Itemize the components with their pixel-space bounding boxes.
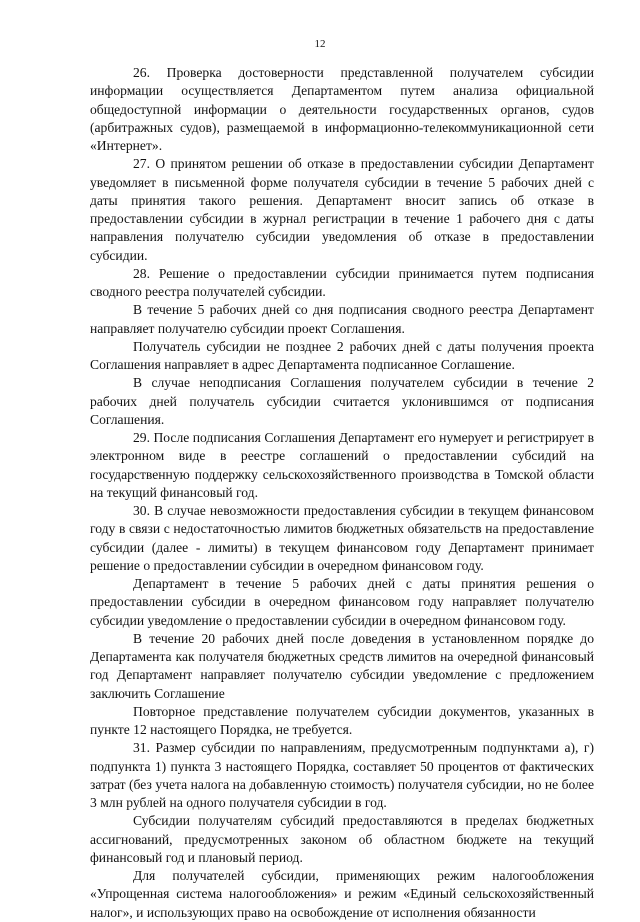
paragraph-28-draft-agreement: В течение 5 рабочих дней со дня подписания сводного реестра Департамент направляет получателю субсидии проект Соглашения. [90, 302, 594, 336]
paragraph-31-budget: Субсидии получателям субсидий предоставляются в пределах бюджетных ассигнований, предусмотренных законом об областном бюджете на текущий финансовый год и плановый период. [90, 813, 594, 865]
page-number: 12 [314, 38, 326, 50]
paragraph-29: 29. После подписания Соглашения Департамент его нумерует и регистрирует в электронном виде в реестре соглашений о предоставлении субсидий на государственную поддержку сельскохозяйственного производства в Томской области на текущий финансовый год. [90, 430, 594, 500]
paragraph-28: 28. Решение о предоставлении субсидии принимается путем подписания сводного реестра получателей субсидии. [90, 265, 594, 299]
paragraph-31: 31. Размер субсидии по направлениям, предусмотренным подпунктами а), г) подпункта 1) пункта 3 настоящего Порядка, составляет 50 процентов от фактических затрат (без учета налога на добавленную стоимость) получателя субсидии, но не более 3 млн рублей на одного получателя субсидии в год. [90, 740, 594, 810]
paragraph-28-non-signing: В случае неподписания Соглашения получателем субсидии в течение 2 рабочих дней получатель субсидии считается уклонившимся от подписания Соглашения. [90, 375, 594, 427]
paragraph-30-notification: Департамент в течение 5 рабочих дней с даты принятия решения о предоставлении субсидии в очередном финансовом году направляет получателю субсидии уведомление о предоставлении субсидии в очередном финансовом году. [90, 576, 594, 628]
paragraph-27: 27. О принятом решении об отказе в предоставлении субсидии Департамент уведомляет в письменной форме получателя субсидии в течение 5 рабочих дней с даты принятия такого решения. Департамент вносит запись об отказе в предоставлении субсидии в журнал регистрации в течение 1 рабочего дня с даты направления получателю субсидии уведомления об отказе в предоставлении субсидии. [90, 156, 594, 263]
paragraph-31-tax-regime: Для получателей субсидии, применяющих режим налогообложения «Упрощенная система налогообложения» и режим «Единый сельскохозяйственный налог», и использующих право на освобождение от исполнения обязанности [90, 868, 594, 920]
paragraph-28-signed-agreement: Получатель субсидии не позднее 2 рабочих дней с даты получения проекта Соглашения направляет в адрес Департамента подписанное Соглашение. [90, 338, 594, 372]
document-body [90, 64, 594, 922]
paragraph-30: 30. В случае невозможности предоставления субсидии в текущем финансовом году в связи с недостаточностью лимитов бюджетных обязательств на предоставление субсидии (далее - лимиты) в текущем финансовом году Департамент принимает решение о предоставлении субсидии в очередном финансовом году. [90, 503, 594, 573]
paragraph-30-repeat-documents: Повторное представление получателем субсидии документов, указанных в пункте 12 настоящего Порядка, не требуется. [90, 703, 594, 737]
paragraph-26: 26. Проверка достоверности представленной получателем субсидии информации осуществляется Департаментом путем анализа официальной общедоступной информации о деятельности государственных органов, судов (арбитражных судов), размещаемой в информационно-телекоммуникационной сети «Интернет». [90, 65, 594, 153]
paragraph-30-limits: В течение 20 рабочих дней после доведения в установленном порядке до Департамента как получателя бюджетных средств лимитов на очередной финансовый год Департамент направляет получателю субсидии уведомление с предложением заключить Соглашение [90, 630, 594, 701]
